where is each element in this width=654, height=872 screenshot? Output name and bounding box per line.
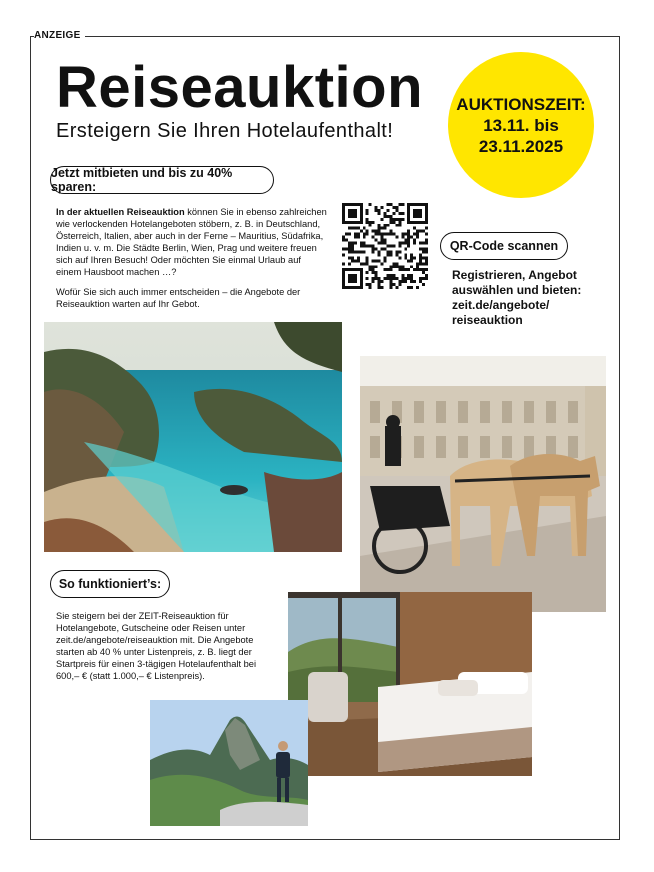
badge-line-2: 13.11. bis: [483, 115, 559, 135]
hiking-photo: [150, 700, 308, 826]
ad-label: ANZEIGE: [34, 30, 85, 41]
intro-bold: In der aktuellen Reiseauktion: [56, 207, 185, 217]
badge-line-1: AUKTIONSZEIT:: [456, 94, 586, 114]
how-it-works-text: Sie steigern bei der ZEIT-Reiseauktion für Hotelangebote, Gutscheine oder Reisen unter zeit.de/angebote/reiseauktion mit. Die Angebote starten ab 40 % unter Listenpreis, z. B. liegt der Startpreis für einen 3-tägigen Hotelaufenthalt bei 600,– € (statt 1.000,– € Listenpreis).: [56, 611, 257, 681]
intro-rest: können Sie in ebenso zahlreichen wie verlockenden Hotelangeboten stöbern, z. B. in Deutschland, Österreich, Italien, aber auch in der Ferne – Mauritius, Südafrika, Indien u. v. m. Die Städte Berlin, Wien, Prag und weitere freuen sich auf Ihren Besuch! Oder möchten Sie einmal Urlaub auf einem Hausboot machen …?: [56, 207, 327, 277]
outro-paragraph: Wofür Sie sich auch immer entscheiden – die Angebote der Reiseauktion warten auf Ihr Gebot.: [56, 287, 301, 309]
how-it-works-pill: So funktioniert’s:: [50, 570, 170, 598]
promo-pill: Jetzt mitbieten und bis zu 40% sparen:: [50, 166, 274, 194]
intro-paragraph: [56, 206, 328, 278]
badge-line-3: 23.11.2025: [478, 136, 564, 156]
coast-photo: [44, 322, 342, 552]
vienna-carriage-photo: [360, 356, 606, 612]
hotel-room-photo: [288, 592, 532, 776]
qr-instruction: Registrieren, Angebot auswählen und bieten: zeit.de/angebote/ reiseauktion: [452, 268, 582, 327]
page-subtitle: Ersteigern Sie Ihren Hotelaufenthalt!: [56, 120, 394, 142]
qr-code-icon[interactable]: [342, 203, 428, 289]
page-title: Reiseauktion: [56, 55, 423, 120]
qr-scan-pill: QR-Code scannen: [440, 232, 568, 260]
intro-text: [56, 206, 328, 318]
auction-period-badge: [448, 52, 594, 198]
